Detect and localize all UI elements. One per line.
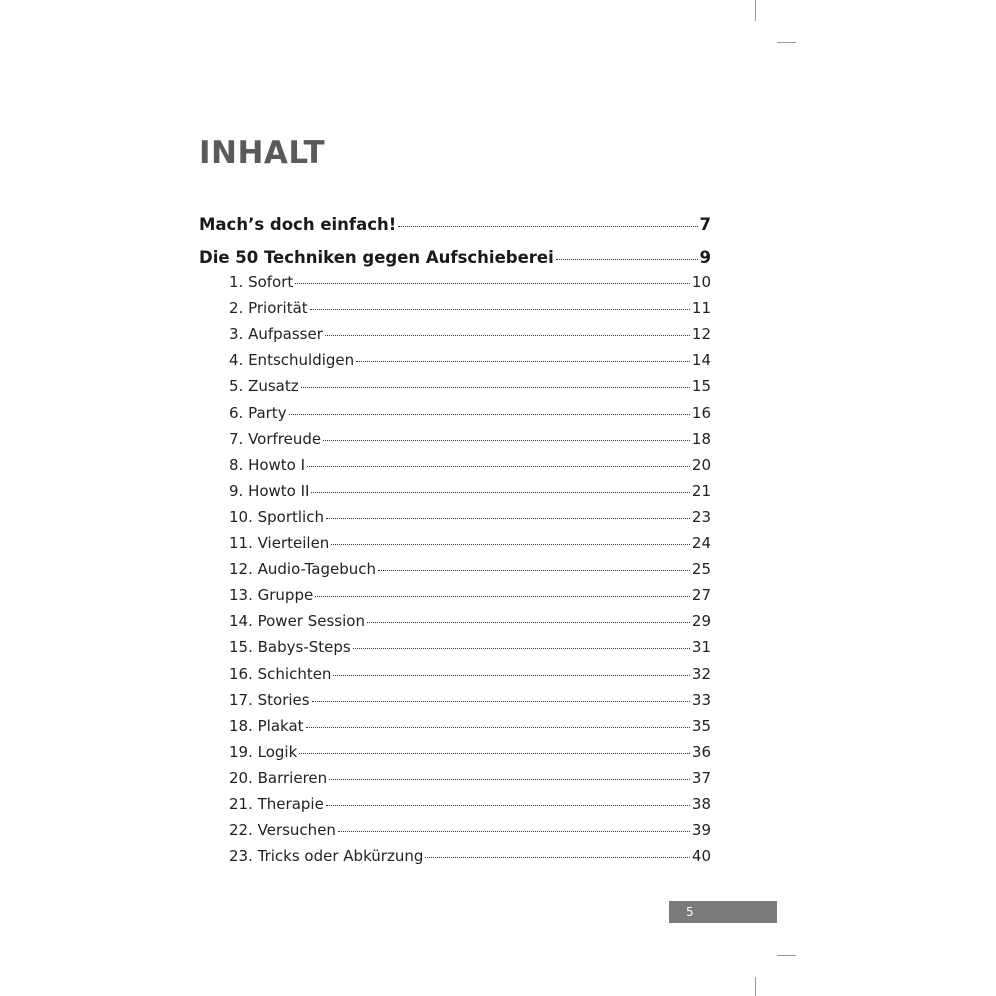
- toc-entry-label: 21. Therapie: [229, 795, 324, 813]
- toc-entry-label: 16. Schichten: [229, 664, 332, 683]
- toc-entry-label: 4. Entschuldigen: [229, 351, 355, 370]
- dot-leader: [367, 622, 690, 623]
- toc-technique-entry: [199, 691, 711, 709]
- toc-entry-label: 5. Zusatz: [229, 377, 299, 396]
- dot-leader: [425, 857, 690, 858]
- toc-entry-label: 19. Logik: [229, 742, 298, 761]
- dot-leader: [356, 361, 690, 362]
- dot-leader: [311, 492, 689, 493]
- toc-entry-label: 23. Tricks oder Abkürzung: [229, 847, 424, 866]
- toc-entry-label: Mach’s doch einfach!: [199, 215, 397, 234]
- dot-leader: [299, 753, 690, 754]
- toc-entry-page: 38: [691, 795, 711, 813]
- toc-entry-label: 8. Howto I: [229, 455, 306, 474]
- dot-leader: [301, 387, 690, 388]
- toc-entry-label: 9. Howto II: [229, 481, 310, 500]
- dot-leader: [325, 335, 690, 336]
- toc-entry-label: 14. Power Session: [229, 612, 365, 631]
- toc-technique-entry: [199, 351, 711, 369]
- toc-entry-label: 15. Babys-Steps: [229, 638, 351, 657]
- crop-mark-bottom-horizontal: [777, 955, 796, 956]
- toc-chapter-entry: [199, 215, 711, 234]
- toc-entry-label: 13. Gruppe: [229, 586, 314, 605]
- dot-leader: [289, 414, 690, 415]
- crop-mark-top-horizontal: [777, 42, 796, 43]
- toc-technique-entry: [199, 430, 711, 448]
- toc-technique-entry: [199, 821, 711, 839]
- crop-mark-top-vertical: [755, 0, 756, 21]
- toc-entry-page: 33: [691, 690, 711, 709]
- toc-technique-entry: [199, 377, 711, 395]
- dot-leader: [310, 309, 690, 310]
- toc-technique-entry: [199, 299, 711, 317]
- toc-entry-page: 20: [691, 455, 711, 474]
- dot-leader: [315, 596, 690, 597]
- toc-entry-page: 24: [691, 534, 711, 552]
- dot-leader: [329, 779, 690, 780]
- toc-entry-label: 7. Vorfreude: [229, 429, 322, 448]
- toc-entry-label: 1. Sofort: [229, 273, 294, 291]
- dot-leader: [323, 440, 690, 441]
- toc-technique-entry: [199, 456, 711, 474]
- dot-leader: [556, 259, 698, 260]
- dot-leader: [326, 518, 690, 519]
- toc-entry-page: 12: [691, 325, 711, 344]
- toc-entry-label: 2. Priorität: [229, 299, 308, 318]
- toc-technique-entry: [199, 769, 711, 787]
- dot-leader: [378, 570, 690, 571]
- toc-entry-page: 15: [691, 377, 711, 396]
- toc-entry-page: 35: [691, 716, 711, 735]
- toc-entry-label: 6. Party: [229, 403, 287, 422]
- toc-entry-page: 29: [691, 612, 711, 631]
- toc-entry-page: 21: [691, 481, 711, 500]
- crop-mark-bottom-vertical: [755, 977, 756, 996]
- toc-entry-page: 18: [691, 429, 711, 448]
- toc-entry-label: 22. Versuchen: [229, 821, 336, 840]
- toc-entry-page: 40: [691, 847, 711, 866]
- toc-technique-entry: [199, 325, 711, 343]
- page-number: 5: [669, 901, 777, 923]
- toc-entry-label: Die 50 Techniken gegen Aufschieberei: [199, 248, 554, 267]
- toc-entry-label: 20. Barrieren: [229, 768, 328, 787]
- toc-entry-page: 10: [691, 273, 711, 291]
- dot-leader: [312, 701, 690, 702]
- toc-entry-page: 9: [699, 248, 711, 267]
- toc-chapter-entry: [199, 248, 711, 267]
- dot-leader: [353, 648, 690, 649]
- toc-technique-entry: [199, 743, 711, 761]
- toc-technique-entry: [199, 586, 711, 604]
- dot-leader: [306, 727, 690, 728]
- toc-technique-entry: [199, 508, 711, 526]
- toc-entry-page: 36: [691, 742, 711, 761]
- toc-entry-page: 37: [691, 768, 711, 787]
- toc-entry-page: 31: [691, 638, 711, 657]
- toc-entry-label: 12. Audio-Tagebuch: [229, 560, 376, 579]
- toc-entry-page: 32: [691, 664, 711, 683]
- page-title: INHALT: [199, 135, 326, 171]
- toc-entry-page: 14: [691, 351, 711, 370]
- toc-entry-page: 16: [691, 403, 711, 422]
- toc-entry-label: 11. Vierteilen: [229, 534, 330, 552]
- toc-technique-entry: [199, 404, 711, 422]
- dot-leader: [338, 831, 690, 832]
- toc-technique-entry: [199, 612, 711, 630]
- dot-leader: [326, 805, 690, 806]
- toc-technique-entry: [199, 665, 711, 683]
- toc-technique-entry: [199, 795, 711, 813]
- toc-technique-entry: [199, 534, 711, 552]
- toc-entry-page: 27: [691, 586, 711, 605]
- toc-technique-entry: [199, 273, 711, 291]
- toc-entry-label: 18. Plakat: [229, 716, 304, 735]
- toc-technique-entry: [199, 560, 711, 578]
- toc-entry-label: 10. Sportlich: [229, 507, 324, 526]
- toc-entry-page: 7: [699, 215, 711, 234]
- toc-entry-page: 25: [691, 560, 711, 579]
- dot-leader: [295, 283, 690, 284]
- toc-entry-page: 39: [691, 821, 711, 840]
- toc-technique-entry: [199, 638, 711, 656]
- toc-entry-label: 17. Stories: [229, 690, 310, 709]
- toc-technique-entry: [199, 847, 711, 865]
- toc-entry-page: 11: [691, 299, 711, 318]
- dot-leader: [331, 544, 690, 545]
- toc-entry-label: 3. Aufpasser: [229, 325, 323, 344]
- dot-leader: [398, 226, 697, 227]
- toc-technique-entry: [199, 482, 711, 500]
- toc-technique-entry: [199, 717, 711, 735]
- dot-leader: [333, 675, 689, 676]
- dot-leader: [307, 466, 690, 467]
- toc-entry-page: 23: [691, 507, 711, 526]
